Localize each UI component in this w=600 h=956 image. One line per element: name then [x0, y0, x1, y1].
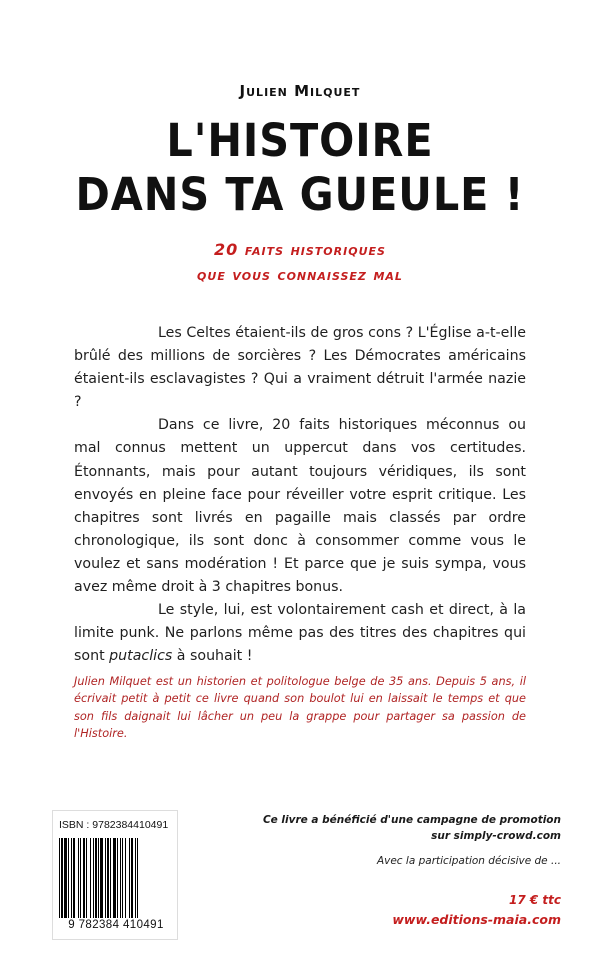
isbn-digits: 9 782384 410491 [68, 919, 164, 931]
promotion-note [263, 812, 561, 844]
blurb-paragraph-3 [74, 599, 526, 668]
isbn-block [52, 810, 178, 940]
blurb [74, 322, 526, 668]
promotion-line-2: sur simply-crowd.com [431, 830, 561, 842]
blurb-paragraph-1: Les Celtes étaient-ils de gros cons ? L'Église a-t-elle brûlé des millions de sorcières ? Les Démocrates américains étaient-ils esclavagistes ? Qui a vraiment détruit l'armée nazie ? [74, 325, 526, 411]
author-bio: Julien Milquet est un historien et politologue belge de 35 ans. Depuis 5 ans, il écrivait petit à petit ce livre quand son boulot lui en laissait le temps et que son fils daignait lui lâcher un peu la grappe pour partager sa passion de l'Histoire. [74, 675, 526, 741]
title-line-2: DANS TA GUEULE ! [75, 168, 525, 221]
promotion-line-1: Ce livre a bénéficié d'une campagne de promotion [262, 814, 561, 826]
blurb-p3-italic: putaclics [109, 648, 173, 665]
blurb-paragraph-2: Dans ce livre, 20 faits historiques méconnus ou mal connus mettent un uppercut dans vos certitudes. Étonnants, mais pour autant toujours véridiques, ils sont envoyés en pleine face pour réveiller votre esprit critique. Les chapitres sont livrés en pagaille mais classés par ordre chronologique, ils sont donc à consommer comme vous le voulez et sans modération ! Et parce que je suis sympa, vous avez même droit à 3 chapitres bonus. [74, 417, 526, 596]
author-name: Julien Milquet [239, 82, 361, 100]
blurb-p3-end: à souhait ! [172, 648, 253, 665]
subtitle-line-2: que vous connaissez mal [197, 265, 403, 284]
blurb-p3-start: Le style, lui, est volontairement cash et direct, à la limite punk. Ne parlons même pas des titres des chapitres qui sont [74, 602, 526, 665]
isbn-label: ISBN : 9782384410491 [59, 819, 169, 831]
publisher-website: www.editions-maia.com [392, 912, 561, 927]
participation-note: Avec la participation décisive de ... [376, 855, 561, 867]
subtitle-line-1: 20 faits historiques [214, 240, 386, 259]
price: 17 € ttc [509, 893, 561, 907]
barcode-icon [59, 838, 171, 918]
title-line-1: L'HISTOIRE [166, 114, 434, 167]
